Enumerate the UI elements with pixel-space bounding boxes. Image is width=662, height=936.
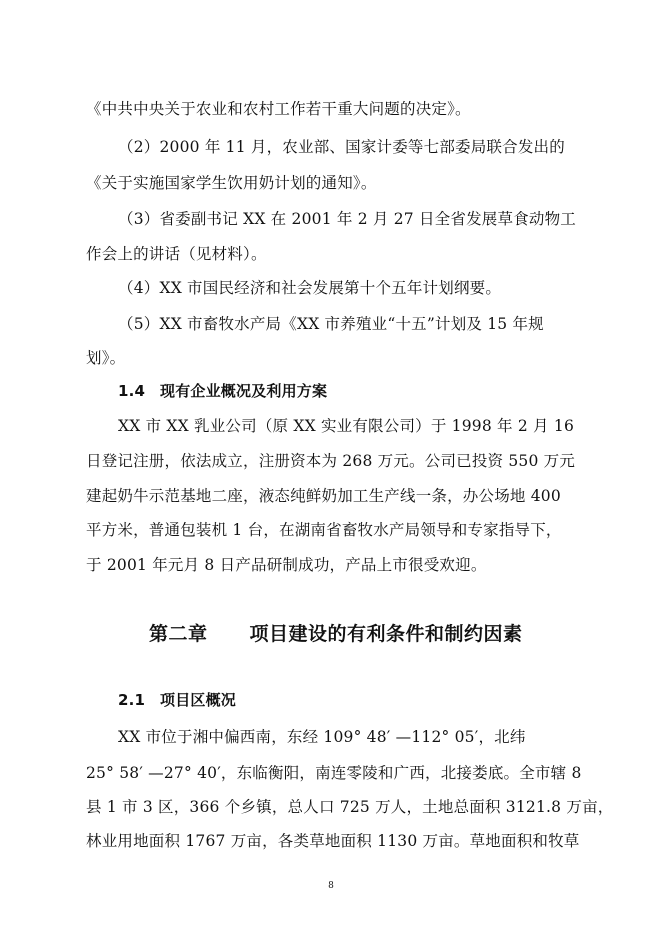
ref-1-tail: 《中共中央关于农业和农村工作若干重大问题的决定》。 xyxy=(86,100,471,118)
section-2-1-heading xyxy=(118,690,236,710)
section-2-1-line-1: XX 市位于湘中偏西南，东经 109° 48′ —112° 05′，北纬 xyxy=(118,728,526,746)
ref-4-line-1: （4）XX 市国民经济和社会发展第十个五年计划纲要。 xyxy=(118,279,502,297)
section-1-4-line-1: XX 市 XX 乳业公司（原 XX 实业有限公司）于 1998 年 2 月 16 xyxy=(118,417,575,435)
section-2-1-line-3: 县 1 市 3 区，366 个乡镇，总人口 725 万人，土地总面积 3121.8 万亩， xyxy=(86,798,614,816)
section-1-4-line-2: 日登记注册，依法成立，注册资本为 268 万元。公司已投资 550 万元 xyxy=(86,452,576,470)
section-1-4-number: 1.4 xyxy=(118,382,146,400)
ref-3-line-2: 作会上的讲话（见材料）。 xyxy=(86,245,267,263)
section-1-4-line-3: 建起奶牛示范基地二座，液态纯鲜奶加工生产线一条，办公场地 400 xyxy=(86,487,561,505)
section-1-4-line-5: 于 2001 年元月 8 日产品研制成功，产品上市很受欢迎。 xyxy=(86,556,487,574)
ref-5-line-2: 划》。 xyxy=(86,349,126,367)
section-2-1-number: 2.1 xyxy=(118,691,146,709)
section-2-1-line-2: 25° 58′ —27° 40′，东临衡阳，南连零陵和广西，北接娄底。全市辖 8 xyxy=(86,764,582,782)
section-1-4-heading xyxy=(118,381,327,401)
ref-2-line-1: （2）2000 年 11 月，农业部、国家计委等七部委局联合发出的 xyxy=(118,138,565,156)
chapter-2-heading xyxy=(149,622,523,646)
ref-3-line-1: （3）省委副书记 XX 在 2001 年 2 月 27 日全省发展草食动物工 xyxy=(118,210,576,228)
section-2-1-line-4: 林业用地面积 1767 万亩，各类草地面积 1130 万亩。草地面积和牧草 xyxy=(86,832,580,850)
chapter-2-title: 项目建设的有利条件和制约因素 xyxy=(249,623,523,645)
section-1-4-title: 现有企业概况及利用方案 xyxy=(160,382,328,400)
ref-5-line-1: （5）XX 市畜牧水产局《XX 市养殖业“十五”计划及 15 年规 xyxy=(118,315,544,333)
section-1-4-line-4: 平方米，普通包装机 1 台，在湖南省畜牧水产局领导和专家指导下， xyxy=(86,521,562,539)
ref-2-line-2: 《关于实施国家学生饮用奶计划的通知》。 xyxy=(86,174,377,192)
page-number: 8 xyxy=(328,881,334,891)
chapter-2-label: 第二章 xyxy=(149,623,208,645)
section-2-1-title: 项目区概况 xyxy=(160,691,237,709)
